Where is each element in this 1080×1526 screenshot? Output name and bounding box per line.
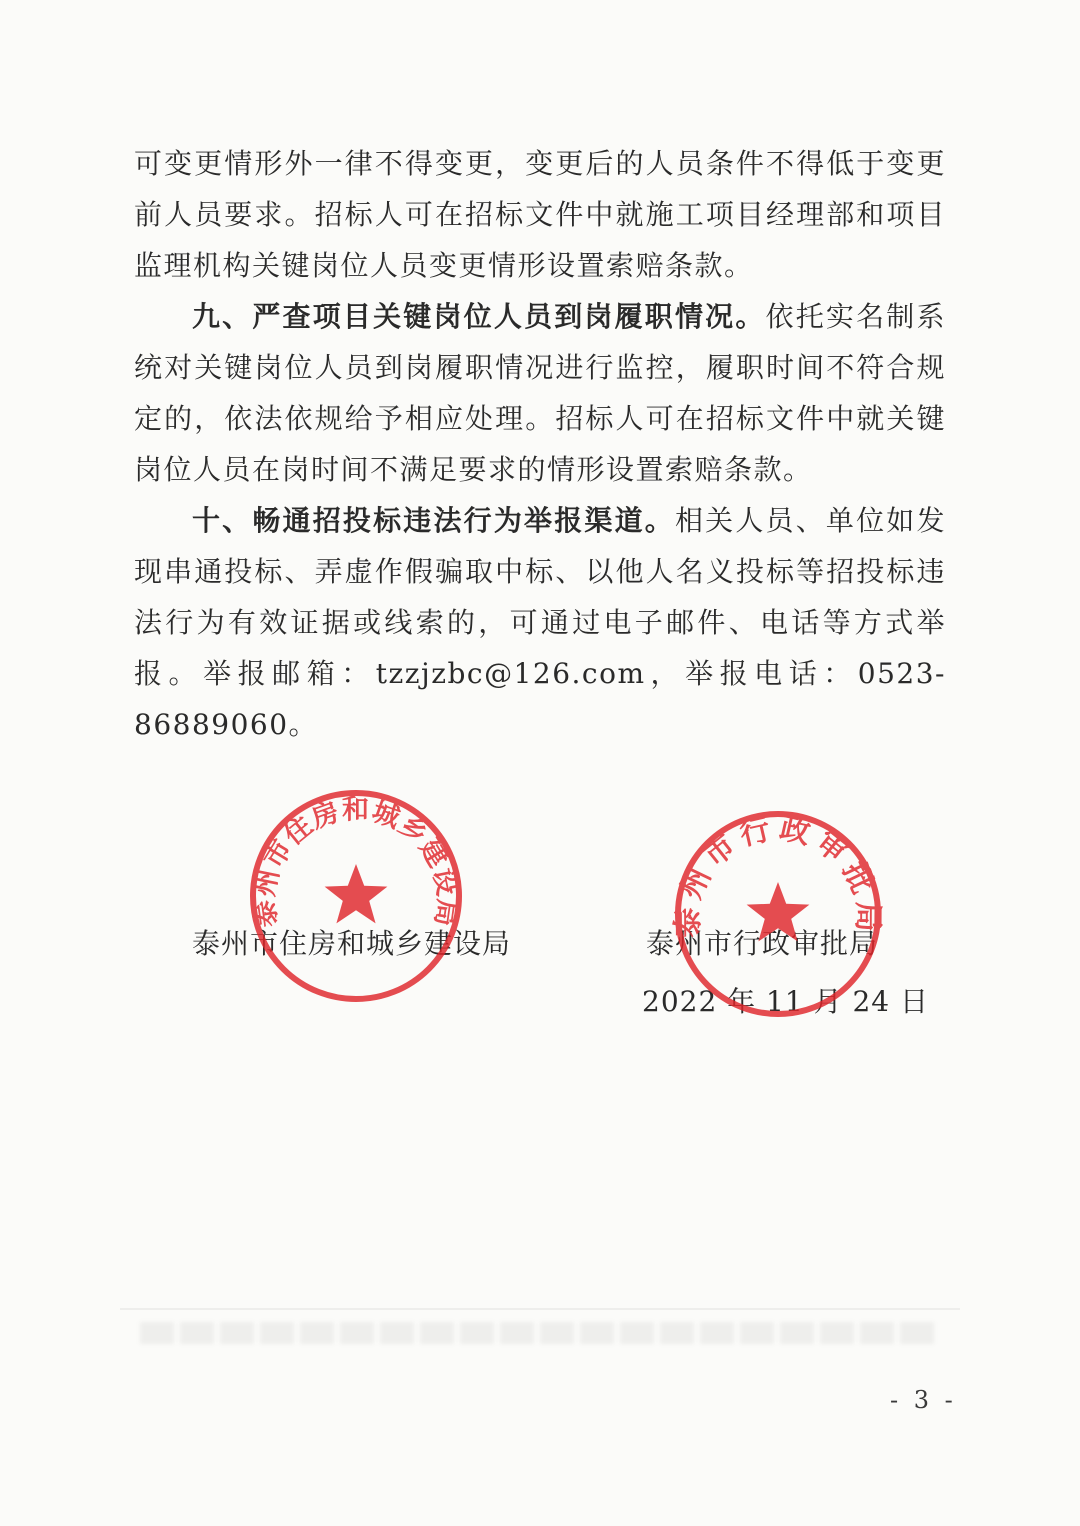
page-number: - 3 - — [890, 1386, 957, 1414]
body-text — [134, 138, 946, 750]
paragraph-item-nine — [134, 291, 946, 495]
paragraph-heading: 十、畅通招投标违法行为举报渠道。 — [192, 504, 675, 537]
seal-right-graphic — [672, 808, 884, 1020]
seal-left-text: 泰州市住房和城乡建设局 — [249, 794, 463, 930]
paragraph-item-ten — [134, 495, 946, 750]
seal-left-graphic — [246, 786, 466, 1006]
official-seal-left — [246, 786, 466, 1006]
faint-rule — [120, 1308, 960, 1310]
seal-star-icon — [325, 864, 388, 923]
signature-date: 2022 年 11 月 24 日 — [642, 985, 930, 1018]
paragraph-heading: 九、严查项目关键岗位人员到岗履职情况。 — [192, 300, 766, 333]
paragraph-text: 相关人员、单位如发现串通投标、弄虚作假骗取中标、以他人名义投标等招投标违法行为有效证据或线索的，可通过电子邮件、电话等方式举报。举报邮箱：tzzjzbc@126.com，举报电话：0523-86889060。 — [134, 504, 946, 741]
show-through-text — [140, 1322, 940, 1344]
paragraph-continuation — [134, 138, 946, 291]
signature-right-org: 泰州市行政审批局 — [646, 927, 879, 960]
seal-star-icon — [747, 882, 810, 941]
signature-left-org: 泰州市住房和城乡建设局 — [192, 927, 512, 960]
paragraph-text: 可变更情形外一律不得变更，变更后的人员条件不得低于变更前人员要求。招标人可在招标文件中就施工项目经理部和项目监理机构关键岗位人员变更情形设置索赔条款。 — [134, 147, 946, 282]
official-seal-right — [672, 808, 884, 1020]
paragraph-text: 依托实名制系统对关键岗位人员到岗履职情况进行监控，履职时间不符合规定的，依法依规给予相应处理。招标人可在招标文件中就关键岗位人员在岗时间不满足要求的情形设置索赔条款。 — [134, 300, 946, 486]
seal-right-text: 泰州市行政审批局 — [670, 810, 886, 938]
